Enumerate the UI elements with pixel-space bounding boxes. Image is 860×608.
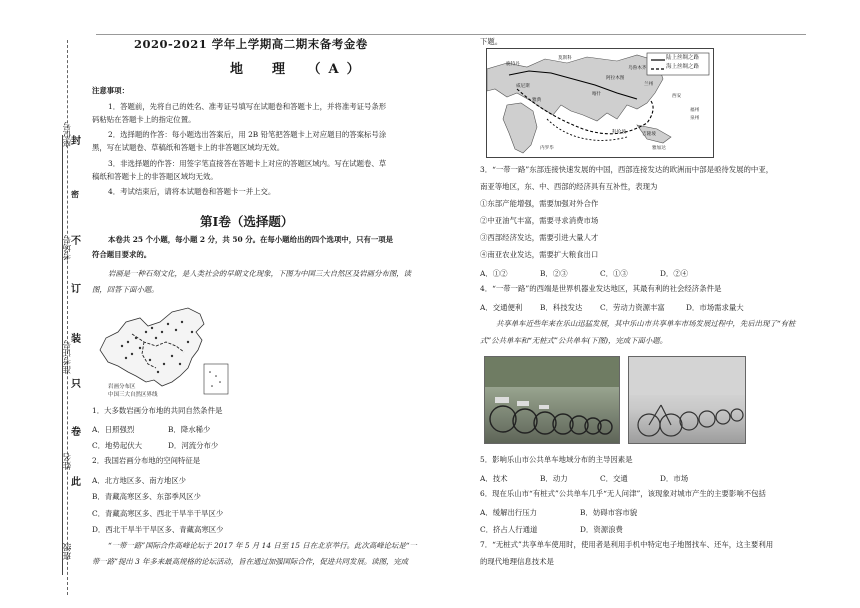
option-a: A．①② [480,269,508,278]
place-label: 鹿特丹 [506,62,520,67]
question-stem: 2．我国岩画分布地的空间特征是 [92,456,201,465]
option-b: B．妨碍市容市貌 [580,508,638,517]
option-d: D．市场 [660,474,689,483]
legend-sea-route: 海上丝绸之路 [666,64,700,70]
place-label: 福州 [690,108,700,113]
option-d: D．市场需求量大 [686,303,744,312]
seal-char: 不 [71,236,81,247]
seal-char: 密 [71,189,79,199]
option-c: C．地势起伏大 [92,441,142,450]
place-label: 兰州 [644,82,654,87]
passage-text: 共享单车近些年来在乐山迅猛发展，其中乐山市共享单车市场发展过程中，先后出现了“有桩 [496,319,796,328]
place-label: 威尼斯 [516,84,530,89]
exam-subject: 地 理 （A） [230,62,368,77]
note-line: 1．答题前，先将自己的姓名、准考证号填写在试题卷和答题卡上，并将准考证号条形 [108,102,387,111]
notes-heading: 注意事项： [92,86,129,95]
question-stem: 7．“无桩式”共享单车使用时，使用者是利用手机中特定电子地图找车、还车，这主要利用 [480,540,774,549]
option-a: A．交通便利 [480,303,523,312]
question-stem: 3．“一带一路”东部连接快速发展的中国，西部连接发达的欧洲而中部是亟待发展的中亚， [480,165,774,174]
passage-text: “一带一路”国际合作高峰论坛于 2017 年 5 月 14 日至 15 日在北京举行。此次高峰论坛是“一 [108,541,417,550]
map-legend-rock-art: 岩画分布区 [108,384,136,390]
question-stem: 的现代地理信息技术是 [480,557,554,566]
section-intro: 符合题目要求的。 [92,250,152,259]
option-b: B．青藏高寒区多、东部季风区少 [92,492,201,501]
passage-text: 图，回答下面小题。 [92,285,159,294]
label-exam-room: 考场号 [63,235,73,261]
label-name: 姓名 [63,453,73,470]
seal-char: 只 [71,379,81,390]
question-stem: 1．大多数岩画分布地的共同自然条件是 [92,406,223,415]
dockless-bikes-graphic [629,357,746,444]
note-line: 2．选择题的作答：每小题选出答案后，用 2B 铅笔把答题卡上对应题目的答案标号涂 [108,130,387,139]
place-label: 雅典 [532,98,542,103]
option-c: C．挤占人行通道 [480,525,538,534]
note-line: 4．考试结束后，请将本试题卷和答题卡一并上交。 [108,187,276,196]
note-line: 3．非选择题的作答：用签字笔直接答在答题卡上对应的答题区域内。写在试题卷、草 [108,159,387,168]
place-label: 科伦坡 [612,130,626,135]
note-line: 黑，写在试题卷、草稿纸和答题卡上的非答题区域均无效。 [92,143,285,152]
option-b: B．动力 [540,474,568,483]
place-label: 内罗毕 [540,146,554,151]
statement-item: ③西部经济发达，需要引进大量人才 [480,233,599,242]
seal-char: 此 [71,477,81,488]
option-a: A．日照强烈 [92,425,135,434]
binding-margin [0,40,92,600]
top-rule [96,34,806,35]
statement-item: ①东部产能增强，需要加强对外合作 [480,199,599,208]
place-label: 泉州 [690,116,700,121]
place-label: 喀什 [592,92,602,97]
option-d: D．西北干旱半干旱区多、青藏高寒区少 [92,525,224,534]
option-d: D．资源浪费 [580,525,623,534]
label-ticket-number: 准考证号 [63,340,73,374]
seal-char: 装 [71,334,81,345]
question-stem: 5．影响乐山市公共单车地域分布的主导因素是 [480,455,633,464]
option-d: D．河流分布少 [168,441,219,450]
passage-text: 带一路”提出 3 年多来最高规格的论坛活动，旨在通过加强国际合作，促进共同发展。读图，完成 [92,557,409,566]
option-a: A．缓解出行压力 [480,508,538,517]
question-stem: 南亚等地区，东、中、西部的经济具有互补性，表现为 [480,182,658,191]
question-stem: 4．“一带一路”的西端是世界机器业发达地区，其最有利的社会经济条件是 [480,284,722,293]
legend-land-route: 陆上丝绸之路 [666,55,700,61]
note-line: 稿纸和答题卡上的非答题区域均无效。 [92,172,218,181]
note-line: 码粘贴在答题卡上的指定位置。 [92,115,196,124]
option-a: A．技术 [480,474,508,483]
option-a: A．北方地区多、南方地区少 [92,476,187,485]
option-c: C．劳动力资源丰富 [600,303,665,312]
seal-char: 卷 [71,427,81,438]
docked-bike-photo [484,356,620,444]
exam-title: 2020-2021 学年上学期高二期末备考金卷 [134,37,368,51]
seal-char: 封 [71,136,81,147]
option-b: B．降水稀少 [168,425,211,434]
passage-text: 式”公共单车和“无桩式”公共单车(下图)，完成下面小题。 [480,336,668,345]
place-label: 吉隆坡 [642,132,656,137]
docked-bikes-graphic [485,357,620,444]
place-label: 莫斯科 [558,56,572,61]
dockless-bike-photo [628,356,746,444]
option-b: B．②③ [540,269,568,278]
option-c: C．①③ [600,269,628,278]
statement-item: ④南亚农业发达，需要扩大粮食出口 [480,250,599,259]
option-b: B．科技发达 [540,303,583,312]
passage-text: 岩画是一种石刻文化，是人类社会的早期文化现象，下图为中国三大自然区及岩画分布图，读 [108,269,412,278]
section-intro: 本卷共 25 个小题，每小题 2 分，共 50 分。在每小题给出的四个选项中，只有一项是 [108,235,394,244]
option-d: D．②④ [660,269,689,278]
label-class: 班级 [63,543,73,560]
place-label: 雅加达 [652,146,666,151]
section-title: 第Ⅰ卷（选择题） [200,214,294,229]
place-label: 乌鲁木齐 [628,66,647,71]
question-stem: 6．现在乐山市“有桩式”公共单车几乎“无人问津”，该现象对城市产生的主要影响不包括 [480,489,766,498]
seal-char: 订 [71,284,81,295]
option-c: C．交通 [600,474,628,483]
place-label: 阿拉木图 [606,76,625,81]
label-seat-number: 座位号 [63,122,73,148]
passage-text: 下题。 [480,37,503,46]
option-c: C．青藏高寒区多、西北干旱半干旱区少 [92,509,224,518]
map-legend-boundary: 中国三大自然区界线 [108,392,158,398]
place-label: 西安 [672,94,682,99]
statement-item: ②中亚油气丰富，需要寻求消费市场 [480,216,599,225]
